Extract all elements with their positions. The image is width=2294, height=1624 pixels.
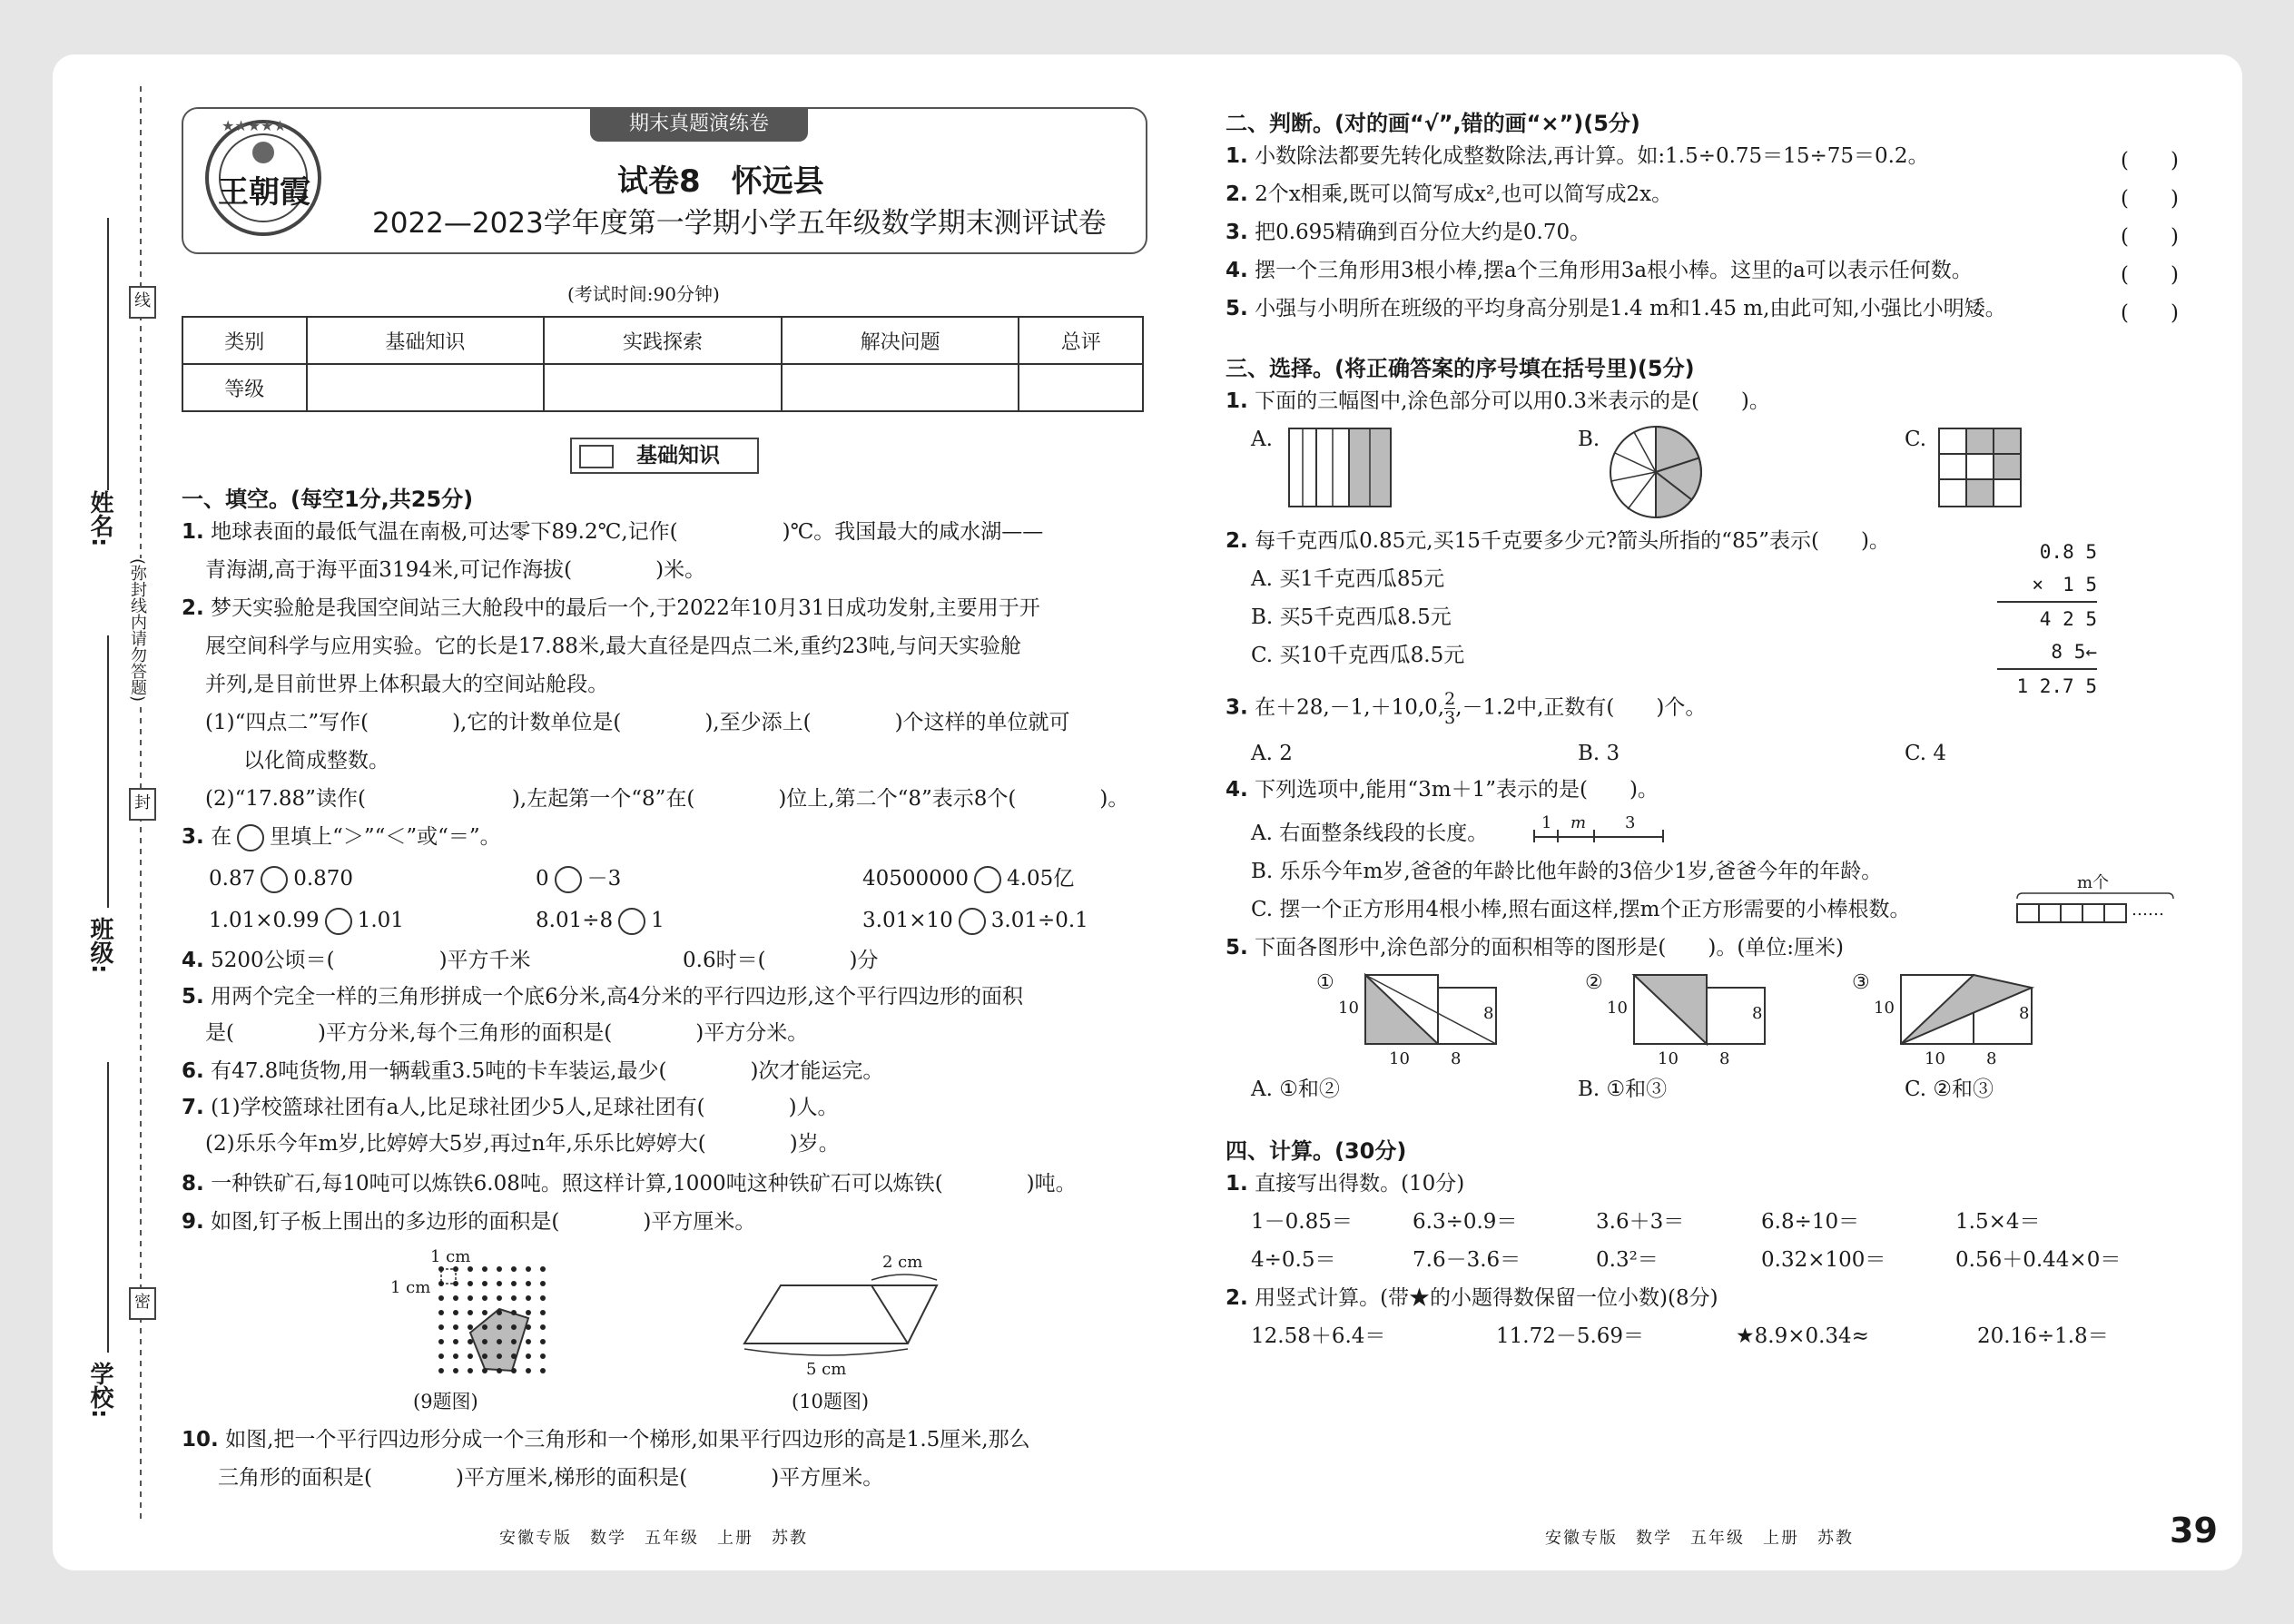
peg-dot: [540, 1295, 546, 1301]
q-number: 1.: [182, 520, 204, 544]
peg-dot: [540, 1310, 546, 1315]
choice-opt: B.: [1578, 428, 1600, 451]
book-icon: [579, 445, 614, 468]
section4-title: 四、计算。(30分): [1226, 1138, 1407, 1164]
peg-dot: [468, 1353, 473, 1359]
q5-line2: 是( )平方分米,每个三角形的面积是( )平方分米。: [205, 1021, 809, 1045]
choice-q1: 1. 下面的三幅图中,涂色部分可以用0.3米表示的是( )。: [1226, 389, 1770, 413]
q-text: 用两个完全一样的三角形拼成一个底6分米,高4分米的平行四边形,这个平行四边形的面积: [211, 985, 1023, 1009]
fig9-caption: (9题图): [413, 1391, 478, 1412]
seg-label: 1: [1541, 813, 1552, 832]
judge-item: 1. 小数除法都要先转化成整数除法,再计算。如:1.5÷0.75＝15÷75＝0.2。: [1226, 144, 1929, 168]
logo-seal: [202, 116, 325, 240]
peg-dot: [453, 1295, 458, 1301]
figure-10: [735, 1253, 953, 1380]
page-number: 39: [2170, 1511, 2218, 1550]
table-cell: 等级: [182, 364, 307, 411]
logo-text: 王朝霞: [218, 174, 310, 211]
peg-dot: [482, 1339, 487, 1344]
peg-dot: [497, 1310, 502, 1315]
oral-calc-item: 0.3²＝: [1596, 1248, 1659, 1272]
peg-dot: [497, 1353, 502, 1359]
peg-dot: [526, 1281, 531, 1286]
fig-dim: 10: [1389, 1049, 1410, 1068]
squares-figure: [2013, 870, 2177, 924]
peg-dot: [438, 1281, 444, 1286]
peg-dot: [540, 1324, 546, 1330]
q4b: 0.6时＝( )分: [683, 949, 879, 972]
peg-dot: [453, 1281, 458, 1286]
q4: [182, 948, 531, 973]
oral-calc-item: 0.32×100＝: [1761, 1248, 1886, 1272]
school-line: [107, 1062, 109, 1353]
peg-dot: [438, 1353, 444, 1359]
compare-item: 1.01×0.99 1.01: [209, 908, 404, 935]
judge-item: 3. 把0.695精确到百分位大约是0.70。: [1226, 221, 1591, 244]
choice-opt: B. 买5千克西瓜8.5元: [1251, 605, 1452, 629]
oral-calc-item: 6.3÷0.9＝: [1413, 1210, 1518, 1234]
peg-dot: [497, 1339, 502, 1344]
school-label: 学校:: [86, 1362, 113, 1419]
peg-dot: [540, 1353, 546, 1359]
q-text: 5200公顷＝( )平方千米: [211, 949, 531, 972]
grade-input-cell[interactable]: [782, 364, 1019, 411]
peg-dot: [497, 1295, 502, 1301]
fig-mark: ②: [1585, 971, 1603, 994]
calc-line: 8 5←: [1997, 635, 2097, 670]
choice-q2: 2. 每千克西瓜0.85元,买15千克要多少元?箭头所指的“85”表示( )。: [1226, 529, 1890, 553]
q-number: 2.: [182, 596, 204, 620]
compare-item: 8.01÷8 1: [536, 908, 665, 935]
squares-dots: ……: [2132, 901, 2164, 920]
q10: [182, 1427, 1030, 1452]
choice-opt: C. 4: [1905, 742, 1947, 765]
choice-opt: B. 3: [1578, 742, 1620, 765]
peg-dot: [482, 1281, 487, 1286]
peg-dot: [438, 1368, 444, 1373]
table-row: [182, 317, 1143, 364]
fig-dim: 8: [1719, 1049, 1730, 1068]
q-number: 6.: [182, 1059, 204, 1083]
fig-mark: ③: [1852, 971, 1870, 994]
svg-text:★★★★★: ★★★★★: [222, 117, 287, 134]
choice-q4: 4. 下列选项中,能用“3m＋1”表示的是( )。: [1226, 778, 1659, 802]
q2-line2: 展空间科学与应用实验。它的长是17.88米,最大直径是四点二米,重约23吨,与问天实验舱: [205, 635, 1022, 658]
q1-line2: 青海湖,高于海平面3194米,可记作海拔( )米。: [205, 558, 706, 582]
fig10-top-label: 2 cm: [882, 1253, 923, 1272]
peg-dot: [453, 1339, 458, 1344]
oral-calc-item: 1.5×4＝: [1955, 1210, 2041, 1234]
area-figure-2: [1585, 971, 1776, 1071]
oral-calc-item: 7.6－3.6＝: [1413, 1248, 1521, 1272]
q6: [182, 1058, 883, 1084]
choice-q3: 3. 在＋28,－1,＋10,0, $\frac{2}{3}$ ,－1.2中,正数有( )个。: [1226, 689, 1707, 728]
choice-opt: C. 买10千克西瓜8.5元: [1251, 644, 1465, 667]
compare-item: 40500000 4.05亿: [862, 866, 1074, 893]
q1: [182, 519, 1043, 545]
peg-dot: [482, 1353, 487, 1359]
table-row: [182, 364, 1143, 411]
q-number: 4.: [182, 949, 204, 972]
peg-dot: [438, 1295, 444, 1301]
peg-dot: [482, 1310, 487, 1315]
q2-line3: 并列,是目前世界上体积最大的空间站舱段。: [205, 673, 609, 696]
header-tag: 期末真题演练卷: [590, 107, 808, 142]
table-cell: 实践探索: [544, 317, 782, 364]
circle-icon: [237, 824, 264, 851]
peg-dot: [438, 1339, 444, 1344]
compare-circle[interactable]: [959, 908, 986, 935]
calc-line: 4 2 5: [2039, 608, 2097, 630]
fig-dim: 10: [1338, 999, 1359, 1018]
q2-sub1b: 以化简成整数。: [243, 749, 389, 773]
squares-label: m个: [2077, 873, 2110, 892]
section-badge: [570, 438, 759, 474]
peg-dot: [453, 1353, 458, 1359]
peg-dot: [453, 1310, 458, 1315]
choice-opt: C. 摆一个正方形用4根小棒,照右面这样,摆m个正方形需要的小棒根数。: [1251, 898, 1911, 921]
peg-dot: [526, 1339, 531, 1344]
compare-item: 3.01×10 3.01÷0.1: [862, 908, 1088, 935]
fig-dim: 8: [1986, 1049, 1997, 1068]
vertical-calc: [1997, 536, 2097, 703]
peg-dot: [526, 1324, 531, 1330]
peg-dot: [511, 1310, 517, 1315]
judge-answer-paren[interactable]: ( ): [2121, 301, 2179, 325]
fig-dim: 10: [1607, 999, 1628, 1018]
fraction: $\frac{2}{3}$: [1444, 689, 1456, 728]
q7: [182, 1095, 839, 1120]
figure-a-grid: [1287, 427, 1393, 512]
section2-title: 二、判断。(对的画“√”,错的画“×”)(5分): [1226, 111, 1640, 136]
peg-dot: [482, 1295, 487, 1301]
peg-dot: [511, 1281, 517, 1286]
class-label: 班级:: [86, 917, 113, 974]
calc-line: × 1 5: [1997, 568, 2097, 603]
compare-circle[interactable]: [261, 866, 288, 893]
peg-dot: [497, 1266, 502, 1272]
vertical-calc-item: 20.16÷1.8＝: [1977, 1324, 2109, 1348]
name-line: [107, 218, 109, 490]
seg-label: 3: [1625, 813, 1636, 832]
q-number: 5.: [182, 985, 204, 1009]
q7-sub2: (2)乐乐今年m岁,比婷婷大5岁,再过n年,乐乐比婷婷大( )岁。: [205, 1132, 840, 1156]
q-text: 地球表面的最低气温在南极,可达零下89.2℃,记作( )℃。我国最大的咸水湖——: [211, 520, 1044, 544]
peg-dot: [526, 1353, 531, 1359]
judge-item: 2. 2个x相乘,既可以简写成x²,也可以简写成2x。: [1226, 182, 1673, 206]
q-text: 在: [211, 825, 232, 849]
fig-dim: 10: [1658, 1049, 1679, 1068]
peg-dot: [511, 1339, 517, 1344]
peg-dot: [468, 1339, 473, 1344]
choice-opt: A.: [1251, 428, 1273, 451]
fig-dim: 8: [1483, 1004, 1494, 1023]
table-cell: 总评: [1019, 317, 1143, 364]
q5: [182, 984, 1023, 1009]
choice-opt: C.: [1905, 428, 1927, 451]
compare-circle[interactable]: [325, 908, 352, 935]
peg-dot: [497, 1281, 502, 1286]
choice-opt: A. ①和②: [1251, 1078, 1340, 1101]
q-number: 3.: [182, 825, 204, 849]
peg-dot: [468, 1310, 473, 1315]
figure-b-circle: [1609, 425, 1703, 523]
judge-item: 4. 摆一个三角形用3根小棒,摆a个三角形用3a根小棒。这里的a可以表示任何数。: [1226, 259, 1973, 282]
calc-q1: 1. 直接写出得数。(10分): [1226, 1172, 1465, 1196]
q-text: 梦天实验舱是我国空间站三大舱段中的最后一个,于2022年10月31日成功发射,主要用于开: [211, 596, 1040, 620]
footer-right: 安徽专版 数学 五年级 上册 苏教: [1545, 1529, 1854, 1548]
oral-calc-item: 4÷0.5＝: [1251, 1248, 1336, 1272]
peg-dot: [526, 1310, 531, 1315]
peg-dot: [438, 1324, 444, 1330]
vertical-calc-item: 11.72－5.69＝: [1496, 1324, 1645, 1348]
q3: [182, 824, 501, 851]
peg-dot: [468, 1266, 473, 1272]
judge-item: 5. 小强与小明所在班级的平均身高分别是1.4 m和1.45 m,由此可知,小强比小明矮。: [1226, 297, 2006, 320]
peg-dot: [526, 1295, 531, 1301]
q2-sub1: (1)“四点二”写作( ),它的计数单位是( ),至少添上( )个这样的单位就可: [205, 711, 1070, 734]
judge-answer-paren[interactable]: ( ): [2121, 263, 2179, 287]
oral-calc-item: 1－0.85＝: [1251, 1210, 1353, 1234]
peg-dot: [511, 1266, 517, 1272]
exam-subtitle: 2022—2023学年度第一学期小学五年级数学期末测评试卷: [372, 207, 1107, 240]
peg-dot: [468, 1368, 473, 1373]
peg-dot: [540, 1339, 546, 1344]
q-number: 9.: [182, 1210, 204, 1234]
fig-mark: ①: [1316, 971, 1334, 994]
notice-text: (弥封线内请勿答题): [125, 558, 149, 702]
segment-figure: [1531, 813, 1667, 846]
oral-calc-item: 6.8÷10＝: [1761, 1210, 1860, 1234]
peg-dot: [497, 1324, 502, 1330]
q9: [182, 1209, 755, 1235]
peg-dot: [511, 1324, 517, 1330]
peg-dot: [540, 1266, 546, 1272]
choice-q5: 5. 下面各图形中,涂色部分的面积相等的图形是( )。(单位:厘米): [1226, 936, 1845, 960]
oral-calc-item: 0.56＋0.44×0＝: [1955, 1248, 2122, 1272]
peg-dot: [438, 1266, 444, 1272]
grade-input-cell[interactable]: [1019, 364, 1143, 411]
peg-dot: [453, 1368, 458, 1373]
vertical-calc-item: 12.58＋6.4＝: [1251, 1324, 1386, 1348]
peg-dot: [468, 1324, 473, 1330]
peg-dot: [453, 1324, 458, 1330]
vertical-calc-item: ★8.9×0.34≈: [1736, 1324, 1869, 1348]
figure-c-grid: [1937, 427, 2023, 512]
footer-left: 安徽专版 数学 五年级 上册 苏教: [499, 1529, 808, 1548]
q-text: 里填上“＞”“＜”或“＝”。: [270, 825, 501, 849]
compare-circle[interactable]: [555, 866, 582, 893]
choice-opt: A. 2: [1251, 742, 1293, 765]
exam-time: (考试时间:90分钟): [567, 283, 720, 305]
choice-opt: A. 买1千克西瓜85元: [1251, 567, 1445, 591]
fig10-caption: (10题图): [792, 1391, 870, 1412]
fig9-left-label: 1 cm: [390, 1278, 431, 1297]
compare-circle[interactable]: [618, 908, 645, 935]
peg-dot: [468, 1281, 473, 1286]
compare-circle[interactable]: [974, 866, 1001, 893]
peg-dot: [482, 1368, 487, 1373]
fig-dim: 10: [1925, 1049, 1945, 1068]
section-badge-label: 基础知识: [636, 444, 720, 468]
oral-calc-item: 3.6＋3＝: [1596, 1210, 1685, 1234]
fig9-top-label: 1 cm: [430, 1247, 471, 1266]
calc-line: 1 2.7 5: [2016, 675, 2097, 697]
judge-answer-paren[interactable]: ( ): [2121, 225, 2179, 249]
table-cell: 基础知识: [307, 317, 545, 364]
compare-item: 0 －3: [536, 866, 621, 893]
q-number: 7.: [182, 1096, 204, 1119]
fig-dim: 8: [2019, 1004, 2030, 1023]
class-line: [107, 635, 109, 908]
q8: [182, 1171, 1077, 1196]
q-text: 一种铁矿石,每10吨可以炼铁6.08吨。照这样计算,1000吨这种铁矿石可以炼铁( )吨。: [211, 1172, 1077, 1196]
peg-dot: [497, 1368, 502, 1373]
fig-dim: 8: [1752, 1004, 1763, 1023]
peg-dot: [540, 1281, 546, 1286]
name-label: 姓名:: [86, 490, 113, 547]
compare-item: 0.87 0.870: [209, 866, 353, 893]
table-cell: 解决问题: [782, 317, 1019, 364]
q-number: 10.: [182, 1428, 219, 1452]
peg-dot: [482, 1324, 487, 1330]
q-text: 有47.8吨货物,用一辆载重3.5吨的卡车装运,最少( )次才能运完。: [211, 1059, 884, 1083]
judge-answer-paren[interactable]: ( ): [2121, 149, 2179, 172]
fig-dim: 8: [1451, 1049, 1462, 1068]
q-text: 如图,钉子板上围出的多边形的面积是( )平方厘米。: [211, 1210, 756, 1234]
q-number: 8.: [182, 1172, 204, 1196]
seal2-mark: 密: [129, 1287, 156, 1320]
peg-dot: [526, 1368, 531, 1373]
choice-opt: B. ①和③: [1578, 1078, 1668, 1101]
section1-title: 一、填空。(每空1分,共25分): [182, 487, 474, 512]
fig10-bottom-label: 5 cm: [806, 1360, 847, 1379]
grade-input-cell[interactable]: [307, 364, 545, 411]
q2: [182, 595, 1040, 621]
peg-dot: [468, 1295, 473, 1301]
area-figure-1: [1316, 971, 1507, 1071]
peg-dot: [511, 1295, 517, 1301]
section3-title: 三、选择。(将正确答案的序号填在括号里)(5分): [1226, 356, 1695, 381]
peg-dot: [438, 1310, 444, 1315]
choice-opt: A. 右面整条线段的长度。: [1251, 822, 1489, 845]
q2-sub2: (2)“17.88”读作( ),左起第一个“8”在( )位上,第二个“8”表示8个( )。: [205, 787, 1129, 811]
table-cell: 类别: [182, 317, 307, 364]
judge-answer-paren[interactable]: ( ): [2121, 187, 2179, 211]
q-text: 如图,把一个平行四边形分成一个三角形和一个梯形,如果平行四边形的高是1.5厘米,那么: [225, 1428, 1030, 1452]
q10-line2: 三角形的面积是( )平方厘米,梯形的面积是( )平方厘米。: [218, 1466, 884, 1490]
choice-opt: C. ②和③: [1905, 1078, 1994, 1101]
q-text: (1)学校篮球社团有a人,比足球社团少5人,足球社团有( )人。: [211, 1096, 839, 1119]
area-figure-3: [1852, 971, 2043, 1071]
choice-opt: B. 乐乐今年m岁,爸爸的年龄比他年龄的3倍少1岁,爸爸今年的年龄。: [1251, 860, 1883, 883]
grade-table: [182, 316, 1144, 412]
peg-dot: [526, 1266, 531, 1272]
line-mark: 线: [129, 286, 156, 319]
calc-q2: 2. 用竖式计算。(带★的小题得数保留一位小数)(8分): [1226, 1286, 1718, 1310]
peg-dot: [453, 1266, 458, 1272]
figure-9: [390, 1247, 572, 1396]
grade-input-cell[interactable]: [544, 364, 782, 411]
peg-dot: [511, 1368, 517, 1373]
peg-dot: [511, 1353, 517, 1359]
peg-dot: [540, 1368, 546, 1373]
exam-title: 试卷8 怀远县: [617, 163, 824, 200]
seg-label: m: [1570, 813, 1587, 832]
peg-dot: [482, 1266, 487, 1272]
seal-mark: 封: [129, 788, 156, 821]
calc-line: 0.8 5: [2039, 541, 2097, 563]
fig-dim: 10: [1874, 999, 1895, 1018]
